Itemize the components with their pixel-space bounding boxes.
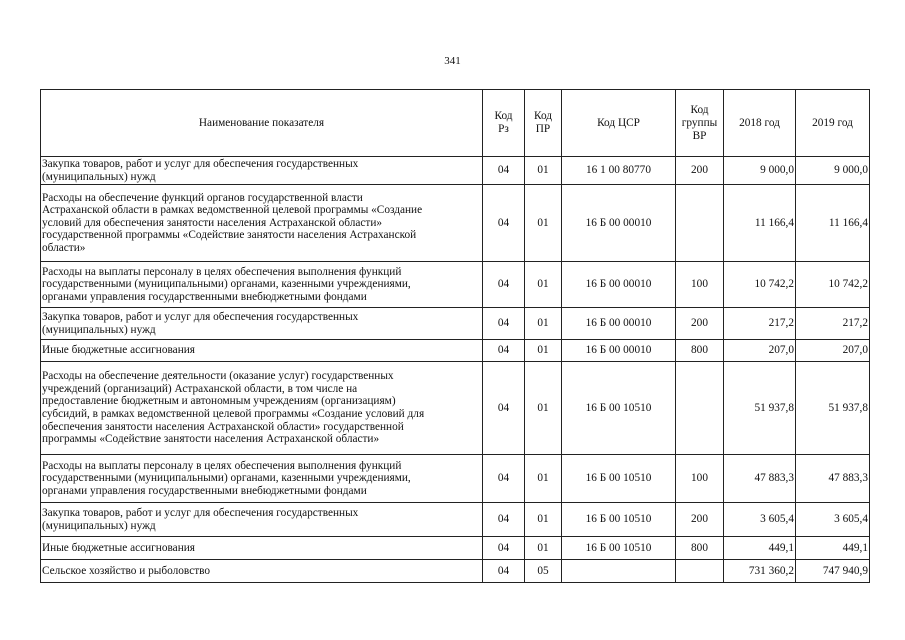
row-rz: 04 [483,362,525,455]
row-csr: 16 Б 00 00010 [562,340,676,362]
row-vr [676,560,724,583]
row-name: Расходы на выплаты персоналу в целях обеспечения выполнения функций государственными (муниципальными) органами, казенными учреждениями, органами управления государственными внебюджетными фондами [41,262,483,308]
row-2019: 217,2 [796,308,870,340]
row-name: Расходы на выплаты персоналу в целях обеспечения выполнения функций государственными (муниципальными) органами, казенными учреждениями, органами управления государственными внебюджетными фондами [41,455,483,503]
row-vr: 100 [676,455,724,503]
row-2018: 731 360,2 [724,560,796,583]
row-vr: 200 [676,157,724,185]
row-pr: 01 [525,185,562,262]
table-row [41,185,870,262]
table-row [41,455,870,503]
table-row [41,362,870,455]
row-2019: 10 742,2 [796,262,870,308]
row-name: Расходы на обеспечение деятельности (оказание услуг) государственных учреждений (организаций) Астраханской области, в том числе на предоставление бюджетным и автономным учреждениям (организациям) субсидий, в рамках ведомственной целевой программы «Создание условий для обеспечения занятости населения Астраханской области» государственной программы «Содействие занятости населения Астраханской области» [41,362,483,455]
row-vr: 200 [676,503,724,537]
row-vr [676,185,724,262]
row-pr: 05 [525,560,562,583]
row-2019: 9 000,0 [796,157,870,185]
row-name: Расходы на обеспечение функций органов государственной власти Астраханской области в рамках ведомственной целевой программы «Создание условий для обеспечения занятости населения Астраханской области» государственной программы «Содействие занятости населения Астраханской области» [41,185,483,262]
row-vr: 800 [676,340,724,362]
row-2019: 207,0 [796,340,870,362]
header-2019: 2019 год [796,90,870,157]
row-2018: 51 937,8 [724,362,796,455]
row-csr: 16 Б 00 00010 [562,308,676,340]
row-name: Сельское хозяйство и рыболовство [41,560,483,583]
row-csr: 16 1 00 80770 [562,157,676,185]
row-rz: 04 [483,185,525,262]
table-row [41,560,870,583]
row-pr: 01 [525,362,562,455]
table-row [41,340,870,362]
budget-table [40,89,870,583]
row-pr: 01 [525,262,562,308]
row-rz: 04 [483,262,525,308]
row-2019: 747 940,9 [796,560,870,583]
row-vr: 100 [676,262,724,308]
row-rz: 04 [483,340,525,362]
row-2018: 9 000,0 [724,157,796,185]
header-2018: 2018 год [724,90,796,157]
table-row [41,262,870,308]
row-vr: 800 [676,537,724,560]
row-csr: 16 Б 00 10510 [562,503,676,537]
row-rz: 04 [483,157,525,185]
row-rz: 04 [483,308,525,340]
table-row [41,537,870,560]
row-2019: 47 883,3 [796,455,870,503]
row-pr: 01 [525,157,562,185]
row-name: Закупка товаров, работ и услуг для обеспечения государственных (муниципальных) нужд [41,503,483,537]
row-vr [676,362,724,455]
row-2018: 47 883,3 [724,455,796,503]
row-rz: 04 [483,560,525,583]
row-2018: 449,1 [724,537,796,560]
row-2019: 11 166,4 [796,185,870,262]
row-name: Иные бюджетные ассигнования [41,340,483,362]
row-csr: 16 Б 00 10510 [562,455,676,503]
header-vr: Код группы ВР [676,90,724,157]
table-row [41,503,870,537]
row-pr: 01 [525,340,562,362]
header-name: Наименование показателя [41,90,483,157]
row-2018: 207,0 [724,340,796,362]
table-row [41,308,870,340]
row-vr: 200 [676,308,724,340]
row-2018: 10 742,2 [724,262,796,308]
row-csr: 16 Б 00 00010 [562,262,676,308]
row-pr: 01 [525,308,562,340]
table-header-row [41,90,870,157]
table-row [41,157,870,185]
row-csr: 16 Б 00 00010 [562,185,676,262]
row-pr: 01 [525,455,562,503]
row-csr: 16 Б 00 10510 [562,537,676,560]
row-2019: 3 605,4 [796,503,870,537]
row-pr: 01 [525,537,562,560]
row-rz: 04 [483,455,525,503]
header-pr: Код ПР [525,90,562,157]
row-pr: 01 [525,503,562,537]
row-csr [562,560,676,583]
row-rz: 04 [483,537,525,560]
header-rz: Код Рз [483,90,525,157]
row-name: Иные бюджетные ассигнования [41,537,483,560]
header-csr: Код ЦСР [562,90,676,157]
row-name: Закупка товаров, работ и услуг для обеспечения государственных (муниципальных) нужд [41,308,483,340]
page-number: 341 [444,55,461,67]
row-name: Закупка товаров, работ и услуг для обеспечения государственных (муниципальных) нужд [41,157,483,185]
row-rz: 04 [483,503,525,537]
row-2018: 11 166,4 [724,185,796,262]
row-2018: 3 605,4 [724,503,796,537]
row-2019: 51 937,8 [796,362,870,455]
row-2018: 217,2 [724,308,796,340]
row-csr: 16 Б 00 10510 [562,362,676,455]
row-2019: 449,1 [796,537,870,560]
